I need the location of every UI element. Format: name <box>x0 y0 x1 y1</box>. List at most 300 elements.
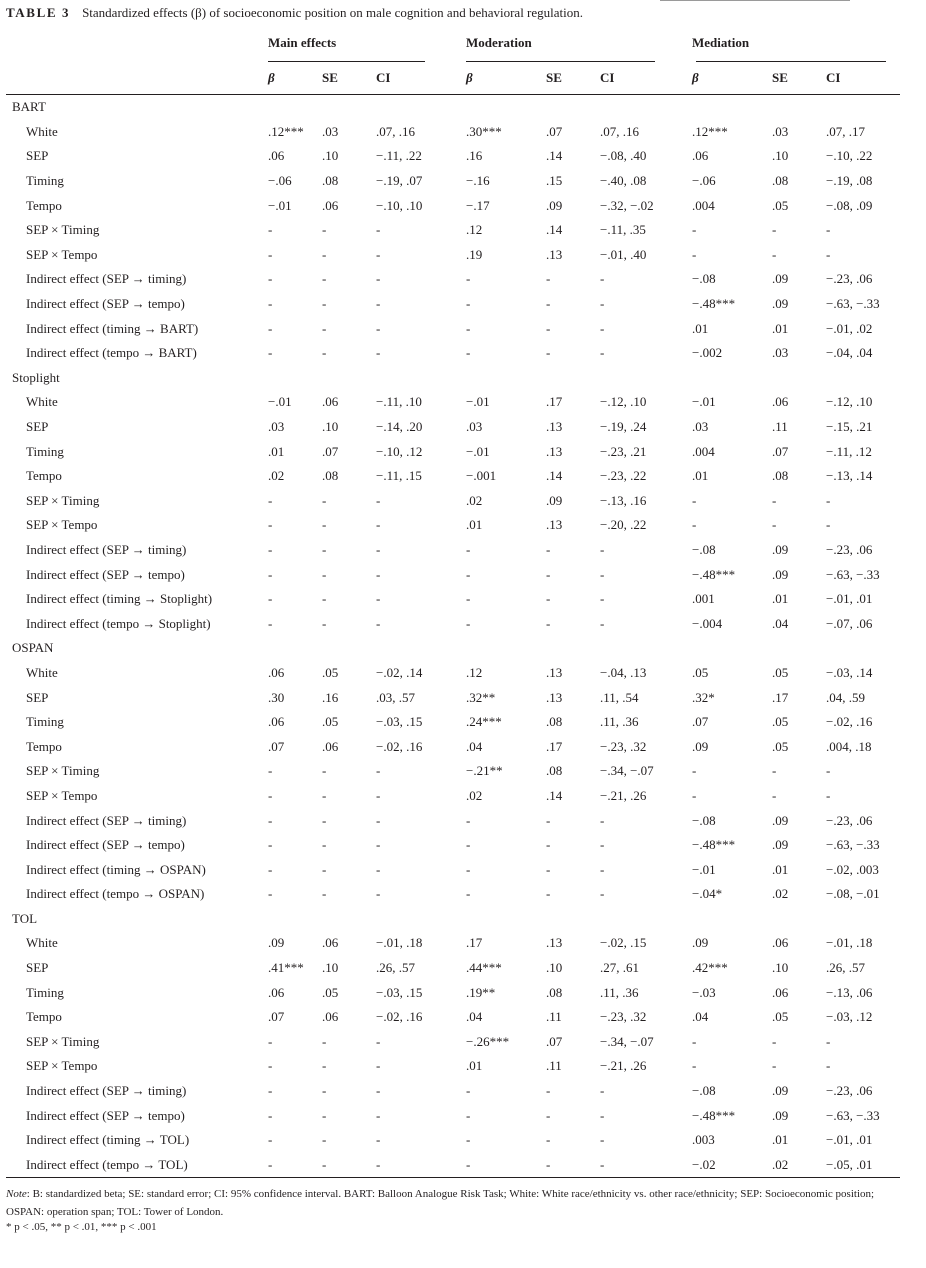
table-cell: - <box>772 246 777 262</box>
table-cell: - <box>466 296 471 312</box>
table-cell: .004 <box>692 197 715 213</box>
table-cell: .03, .57 <box>376 689 415 705</box>
table-cell: - <box>268 886 273 902</box>
table-cell: −.13, .16 <box>600 492 647 508</box>
table-cell: −.19, .08 <box>826 173 873 189</box>
row-label: White <box>26 394 58 410</box>
table-cell: .06 <box>322 394 339 410</box>
table-row <box>6 759 900 784</box>
table-cell: −.23, .21 <box>600 443 647 459</box>
table-cell: - <box>376 492 381 508</box>
table-cell: −.02, .16 <box>376 738 423 754</box>
table-cell: - <box>322 345 327 361</box>
table-cell: - <box>466 837 471 853</box>
table-cell: - <box>376 615 381 631</box>
row-label: Indirect effect (tempo → Stoplight) <box>26 615 211 631</box>
table-cell: - <box>546 320 551 336</box>
table-cell: .17 <box>466 935 483 951</box>
table-cell: .03 <box>466 419 483 435</box>
table-caption <box>6 5 583 21</box>
table-cell: - <box>600 296 605 312</box>
table-cell: - <box>268 222 273 238</box>
subheader-se: SE <box>772 62 826 95</box>
table-cell: - <box>268 763 273 779</box>
row-label: Indirect effect (timing → OSPAN) <box>26 861 206 877</box>
table-cell: - <box>376 861 381 877</box>
table-row <box>6 1153 900 1178</box>
table-cell: - <box>466 812 471 828</box>
table-cell: .42*** <box>692 960 728 976</box>
table-cell: - <box>826 517 831 533</box>
section-row <box>6 366 900 391</box>
stub-subheader <box>6 62 268 95</box>
table-cell: - <box>376 517 381 533</box>
table-cell <box>692 907 772 932</box>
table-cell: - <box>546 566 551 582</box>
group-mediation: Mediation <box>692 34 750 50</box>
table-cell: −.17 <box>466 197 490 213</box>
table-cell: −.12, .10 <box>826 394 873 410</box>
section-label: OSPAN <box>12 640 54 656</box>
table-cell: - <box>376 222 381 238</box>
section-label: TOL <box>12 910 38 926</box>
table-cell: −.01 <box>692 394 716 410</box>
table-cell: - <box>268 1058 273 1074</box>
table-cell: - <box>466 320 471 336</box>
table-cell <box>268 366 322 391</box>
table-cell: - <box>466 1107 471 1123</box>
stub-header <box>6 29 268 62</box>
row-label: Timing <box>26 173 64 189</box>
table-cell: .12*** <box>692 123 728 139</box>
table-cell: - <box>268 271 273 287</box>
table-cell <box>692 95 772 120</box>
table-cell: - <box>376 763 381 779</box>
table-cell: −.11, .12 <box>826 443 872 459</box>
row-label: SEP × Timing <box>26 763 100 779</box>
table-cell: .12*** <box>268 123 304 139</box>
subheader-se: SE <box>546 62 600 95</box>
table-cell: −.004 <box>692 615 723 631</box>
table-cell: - <box>322 246 327 262</box>
table-cell: - <box>546 837 551 853</box>
table-cell: - <box>268 320 273 336</box>
table-cell: .10 <box>322 148 339 164</box>
table-cell: .01 <box>268 443 285 459</box>
table-cell: .09 <box>772 566 789 582</box>
table-cell: −.08, .40 <box>600 148 647 164</box>
table-row <box>6 267 900 292</box>
group-rule-mediation <box>696 61 886 62</box>
table-cell: .04, .59 <box>826 689 866 705</box>
table-cell: .04 <box>466 738 483 754</box>
table-cell: −.01 <box>466 443 490 459</box>
table-cell: - <box>268 591 273 607</box>
row-label: SEP × Timing <box>26 222 100 238</box>
row-label: Indirect effect (SEP → timing) <box>26 1083 187 1099</box>
table-cell: - <box>268 861 273 877</box>
table-cell: .14 <box>546 148 563 164</box>
table-row <box>6 439 900 464</box>
table-cell: .06 <box>268 714 285 730</box>
table-cell: .11 <box>546 1058 562 1074</box>
table-cell: - <box>600 320 605 336</box>
table-cell: - <box>466 1083 471 1099</box>
table-title: Standardized effects (β) of socioeconomic position on male cognition and behavioral regulation. <box>82 5 584 20</box>
table-cell: .08 <box>546 714 563 730</box>
table-cell <box>466 907 546 932</box>
table-cell: - <box>692 517 697 533</box>
row-label: Indirect effect (SEP → tempo) <box>26 837 185 853</box>
section-label: Stoplight <box>12 369 60 385</box>
table-cell: .13 <box>546 517 563 533</box>
table-cell: −.48*** <box>692 837 736 853</box>
subheader-ci: CI <box>376 62 466 95</box>
table-cell: .13 <box>546 935 563 951</box>
table-row <box>6 415 900 440</box>
table-cell: −.11, .22 <box>376 148 422 164</box>
table-cell: - <box>322 320 327 336</box>
table-cell: - <box>600 837 605 853</box>
group-rule-moderation <box>466 61 655 62</box>
table-cell: −.21** <box>466 763 503 779</box>
table-cell: −.23, .06 <box>826 1083 873 1099</box>
table-cell: −.02, .15 <box>600 935 647 951</box>
table-row <box>6 489 900 514</box>
table-cell: −.15, .21 <box>826 419 873 435</box>
table-cell: .06 <box>268 984 285 1000</box>
table-cell <box>826 907 900 932</box>
table-cell: - <box>376 886 381 902</box>
table-cell: −.14, .20 <box>376 419 423 435</box>
table-row <box>6 292 900 317</box>
table-cell: .07 <box>268 1009 285 1025</box>
table-cell: .09 <box>772 812 789 828</box>
table-cell: .06 <box>772 935 789 951</box>
table-cell: .41*** <box>268 960 304 976</box>
table-cell: −.23, .32 <box>600 1009 647 1025</box>
table-cell: - <box>322 517 327 533</box>
table-cell: −.08, −.01 <box>826 886 880 902</box>
table-cell: .13 <box>546 443 563 459</box>
row-label: Indirect effect (SEP → timing) <box>26 812 187 828</box>
table-cell: - <box>322 1107 327 1123</box>
table-cell: −.02, .16 <box>826 714 873 730</box>
table-cell: - <box>826 1033 831 1049</box>
table-cell <box>466 636 546 661</box>
table-cell: .07 <box>692 714 709 730</box>
table-cell: −.16 <box>466 173 490 189</box>
table-cell: .05 <box>772 197 789 213</box>
significance-note: * p < .05, ** p < .01, *** p < .001 <box>6 1221 157 1233</box>
table-cell: .14 <box>546 787 563 803</box>
table-cell: −.23, .06 <box>826 541 873 557</box>
table-cell <box>692 636 772 661</box>
table-cell: - <box>600 591 605 607</box>
table-row <box>6 1005 900 1030</box>
table-cell: .26, .57 <box>376 960 415 976</box>
table-cell: - <box>546 345 551 361</box>
table-cell: - <box>322 861 327 877</box>
table-cell: - <box>268 787 273 803</box>
row-label: SEP × Tempo <box>26 517 98 533</box>
table-cell: - <box>322 222 327 238</box>
table-cell: −.20, .22 <box>600 517 647 533</box>
table-cell: .10 <box>322 419 339 435</box>
row-label: SEP × Timing <box>26 1033 100 1049</box>
table-cell <box>826 95 900 120</box>
table-cell: −.03 <box>692 984 716 1000</box>
table-body <box>6 95 900 1178</box>
table-cell: - <box>376 787 381 803</box>
table-row <box>6 169 900 194</box>
table-cell: −.40, .08 <box>600 173 647 189</box>
table-cell: - <box>692 763 697 779</box>
row-label: White <box>26 664 58 680</box>
row-label: SEP × Timing <box>26 492 100 508</box>
table-cell: −.12, .10 <box>600 394 647 410</box>
table-cell: −.08 <box>692 1083 716 1099</box>
table-cell: - <box>322 1058 327 1074</box>
table-cell: - <box>322 812 327 828</box>
table-cell: −.01 <box>268 394 292 410</box>
table-cell: −.11, .35 <box>600 222 646 238</box>
table-cell: - <box>600 1107 605 1123</box>
table-cell: - <box>376 1033 381 1049</box>
table-cell: - <box>772 492 777 508</box>
table-cell: - <box>692 787 697 803</box>
table-cell: .05 <box>322 714 339 730</box>
table-cell: .03 <box>268 419 285 435</box>
table-cell: .09 <box>692 935 709 951</box>
table-cell: −.13, .14 <box>826 468 873 484</box>
table-cell: - <box>466 541 471 557</box>
table-cell: −.002 <box>692 345 723 361</box>
table-cell: - <box>322 541 327 557</box>
table-cell: .09 <box>772 271 789 287</box>
row-label: Indirect effect (timing → TOL) <box>26 1132 190 1148</box>
row-label: Indirect effect (SEP → tempo) <box>26 1107 185 1123</box>
table-cell: - <box>322 492 327 508</box>
table-cell: - <box>692 1033 697 1049</box>
table-cell: .01 <box>772 320 789 336</box>
table-row <box>6 193 900 218</box>
row-label: Indirect effect (SEP → timing) <box>26 541 187 557</box>
table-cell: .08 <box>546 763 563 779</box>
table-cell: - <box>268 1153 322 1178</box>
table-row <box>6 980 900 1005</box>
table-cell: −.10, .10 <box>376 197 423 213</box>
table-cell: - <box>600 1153 692 1178</box>
table-row <box>6 562 900 587</box>
table-cell: −.02, .16 <box>376 1009 423 1025</box>
table-cell: - <box>376 246 381 262</box>
table-cell: .24*** <box>466 714 502 730</box>
row-label: Indirect effect (SEP → timing) <box>26 271 187 287</box>
results-table <box>6 29 900 1178</box>
table-cell <box>376 95 466 120</box>
table-cell <box>772 907 826 932</box>
table-cell: .17 <box>546 394 563 410</box>
table-cell: −.21, .26 <box>600 787 647 803</box>
table-cell <box>376 366 466 391</box>
table-cell: .01 <box>692 468 709 484</box>
table-cell: .09 <box>692 738 709 754</box>
table-cell: .06 <box>322 738 339 754</box>
table-cell: −.03, .12 <box>826 1009 873 1025</box>
table-cell <box>376 636 466 661</box>
table-cell: −.02 <box>692 1153 772 1178</box>
table-cell: .11 <box>772 419 788 435</box>
row-label: Indirect effect (SEP → tempo) <box>26 296 185 312</box>
table-cell: - <box>376 812 381 828</box>
table-cell: .08 <box>322 173 339 189</box>
subheader-beta: β <box>692 62 772 95</box>
table-cell: .09 <box>772 541 789 557</box>
table-cell: −.34, −.07 <box>600 1033 654 1049</box>
table-cell: .07, .16 <box>600 123 640 139</box>
table-cell: - <box>692 1058 697 1074</box>
table-cell: .05 <box>772 714 789 730</box>
row-label: Indirect effect (timing → Stoplight) <box>26 591 213 607</box>
row-label: Indirect effect (SEP → tempo) <box>26 566 185 582</box>
table-cell: .004, .18 <box>826 738 872 754</box>
table-cell: - <box>546 1083 551 1099</box>
table-cell: −.04* <box>692 886 723 902</box>
table-cell: - <box>600 271 605 287</box>
table-cell: .001 <box>692 591 715 607</box>
table-cell: .05 <box>692 664 709 680</box>
table-cell: .16 <box>466 148 483 164</box>
table-cell: .17 <box>772 689 789 705</box>
subheader-se: SE <box>322 62 376 95</box>
table-cell: .09 <box>772 837 789 853</box>
table-cell: - <box>466 1153 546 1178</box>
table-cell: .10 <box>546 960 563 976</box>
table-cell <box>376 907 466 932</box>
table-cell: .11, .36 <box>600 714 639 730</box>
table-row <box>6 1030 900 1055</box>
section-row <box>6 95 900 120</box>
row-label: SEP <box>26 148 49 164</box>
table-cell: .11, .54 <box>600 689 639 705</box>
table-cell: −.21, .26 <box>600 1058 647 1074</box>
table-cell: - <box>268 541 273 557</box>
note-text: : B: standardized beta; SE: standard error; CI: 95% confidence interval. BART: Balloon Analogue Risk Task; White: White race/ethnicity vs. other race/ethnicity; SEP: Socioeconomic position; OSPAN: operation span; TOL: Tower of London. <box>6 1188 875 1218</box>
table-cell: .27, .61 <box>600 960 640 976</box>
section-row <box>6 907 900 932</box>
table-cell: .10 <box>772 148 789 164</box>
table-cell: .05 <box>772 738 789 754</box>
table-cell: .32* <box>692 689 715 705</box>
table-cell: - <box>376 1132 381 1148</box>
table-cell: .13 <box>546 664 563 680</box>
table-note <box>6 1186 886 1221</box>
table-cell: - <box>692 492 697 508</box>
row-label: Tempo <box>26 738 62 754</box>
table-cell: - <box>376 591 381 607</box>
table-cell: .06 <box>268 148 285 164</box>
table-cell: - <box>322 615 327 631</box>
table-cell: - <box>268 1083 273 1099</box>
table-cell <box>772 636 826 661</box>
table-cell <box>322 95 376 120</box>
table-cell: .07 <box>772 443 789 459</box>
table-cell: .09 <box>772 1107 789 1123</box>
table-cell: - <box>322 1132 327 1148</box>
table-cell: - <box>268 517 273 533</box>
table-cell: .04 <box>772 615 789 631</box>
table-cell: - <box>466 1132 471 1148</box>
table-row <box>6 882 900 907</box>
table-cell: - <box>826 222 831 238</box>
table-cell: .05 <box>772 1009 789 1025</box>
table-cell: .09 <box>268 935 285 951</box>
row-label: Timing <box>26 443 64 459</box>
table-row <box>6 144 900 169</box>
table-cell: .06 <box>772 984 789 1000</box>
table-cell: - <box>600 345 605 361</box>
table-cell <box>692 366 772 391</box>
table-cell: - <box>376 1083 381 1099</box>
table-cell: - <box>600 566 605 582</box>
table-cell: - <box>322 837 327 853</box>
table-cell: - <box>268 1132 273 1148</box>
table-cell: −.34, −.07 <box>600 763 654 779</box>
table-row <box>6 734 900 759</box>
row-label: Indirect effect (tempo → TOL) <box>6 1153 268 1178</box>
table-row <box>6 857 900 882</box>
table-cell: −.32, −.02 <box>600 197 654 213</box>
row-label: Indirect effect (timing → BART) <box>26 320 199 336</box>
table-row <box>6 538 900 563</box>
table-cell: −.01, .01 <box>826 1132 873 1148</box>
table-cell: −.01, .02 <box>826 320 873 336</box>
table-cell: - <box>826 492 831 508</box>
table-cell <box>546 636 600 661</box>
table-cell: - <box>322 271 327 287</box>
table-cell: .44*** <box>466 960 502 976</box>
table-cell: −.04, .13 <box>600 664 647 680</box>
table-cell: - <box>692 246 697 262</box>
table-cell: .02 <box>268 468 285 484</box>
table-cell: .26, .57 <box>826 960 866 976</box>
table-cell: −.08 <box>692 812 716 828</box>
table-cell: - <box>600 615 605 631</box>
table-cell <box>600 95 692 120</box>
table-cell: - <box>466 271 471 287</box>
table-row <box>6 1103 900 1128</box>
table-cell: - <box>268 345 273 361</box>
table-cell: −.07, .06 <box>826 615 873 631</box>
table-cell: −.06 <box>692 173 716 189</box>
top-rule <box>660 0 850 1</box>
table-cell: −.05, .01 <box>826 1153 900 1178</box>
table-cell: - <box>692 222 697 238</box>
table-cell: .07 <box>546 1033 563 1049</box>
table-cell: - <box>546 1132 551 1148</box>
table-cell: .13 <box>546 419 563 435</box>
table-cell: .06 <box>772 394 789 410</box>
table-row <box>6 120 900 145</box>
table-cell <box>466 366 546 391</box>
table-cell: - <box>546 271 551 287</box>
table-row <box>6 661 900 686</box>
table-cell <box>322 366 376 391</box>
table-cell: .004 <box>692 443 715 459</box>
table-cell: - <box>268 812 273 828</box>
table-cell: - <box>826 763 831 779</box>
